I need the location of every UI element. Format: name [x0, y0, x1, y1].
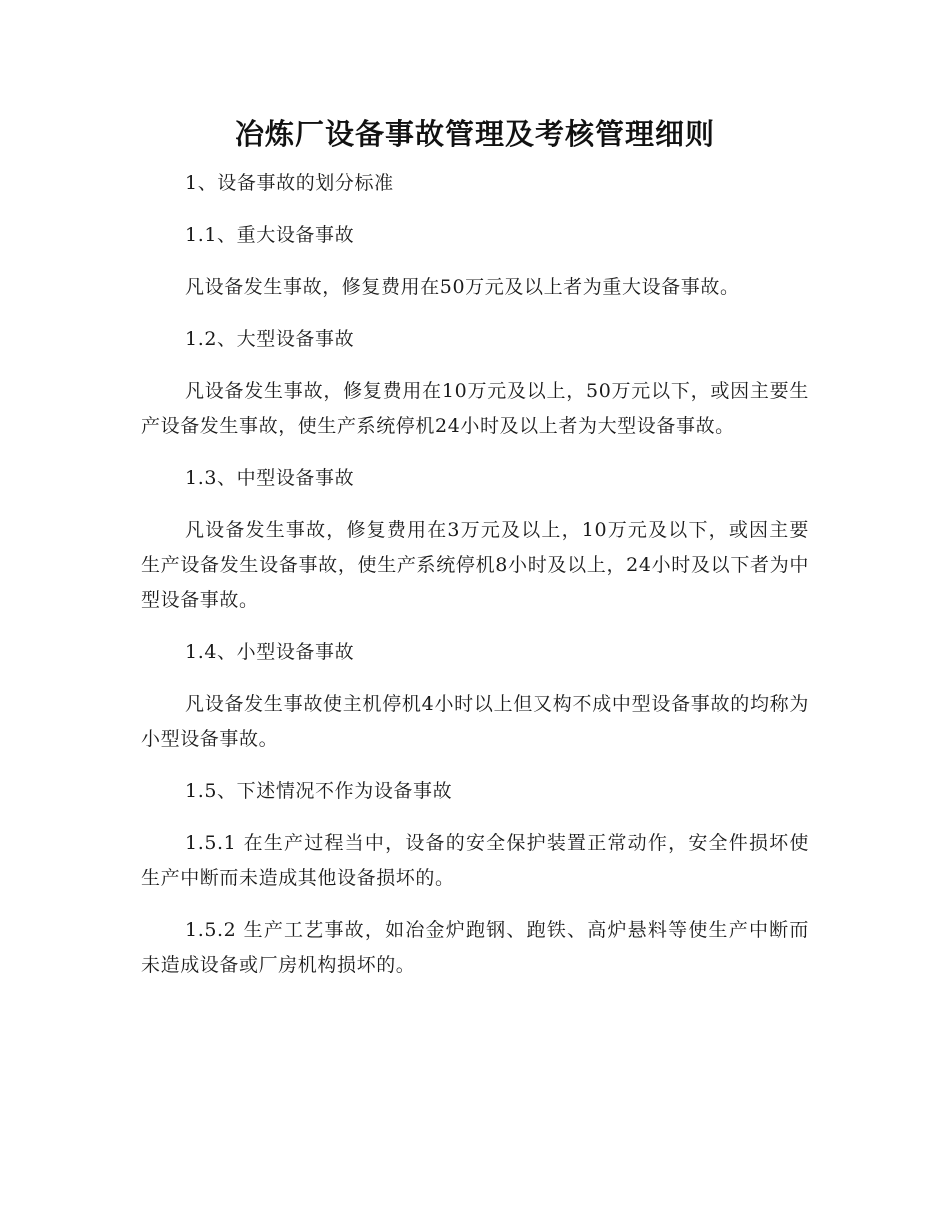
- document-title: 冶炼厂设备事故管理及考核管理细则: [234, 117, 715, 151]
- section-heading-1-4: 1.4、小型设备事故: [185, 641, 355, 663]
- section-heading-1-1: 1.1、重大设备事故: [185, 224, 355, 246]
- paragraph-1-3: 凡设备发生事故，修复费用在3万元及以上，10万元及以下，或因主要生产设备发生设备事故，使生产系统停机8小时及以上，24小时及以下者为中型设备事故。: [141, 519, 809, 611]
- section-heading-1-3: 1.3、中型设备事故: [185, 467, 355, 489]
- section-heading-1-2: 1.2、大型设备事故: [185, 328, 355, 350]
- paragraph-1-5-2: 1.5.2 生产工艺事故，如冶金炉跑钢、跑铁、高炉悬料等使生产中断而未造成设备或厂房机构损坏的。: [141, 919, 809, 976]
- paragraph-1-5-1: 1.5.1 在生产过程当中，设备的安全保护装置正常动作，安全件损坏使生产中断而未造成其他设备损坏的。: [141, 832, 809, 889]
- section-heading-1-5: 1.5、下述情况不作为设备事故: [185, 780, 453, 802]
- paragraph-1-4: 凡设备发生事故使主机停机4小时以上但又构不成中型设备事故的均称为小型设备事故。: [141, 693, 809, 750]
- section-heading-1: 1、设备事故的划分标准: [185, 172, 394, 194]
- document-body: [141, 166, 809, 1000]
- paragraph-1-2: 凡设备发生事故，修复费用在10万元及以上，50万元以下，或因主要生产设备发生事故，使生产系统停机24小时及以上者为大型设备事故。: [141, 380, 809, 437]
- paragraph-1-1: 凡设备发生事故，修复费用在50万元及以上者为重大设备事故。: [185, 276, 740, 298]
